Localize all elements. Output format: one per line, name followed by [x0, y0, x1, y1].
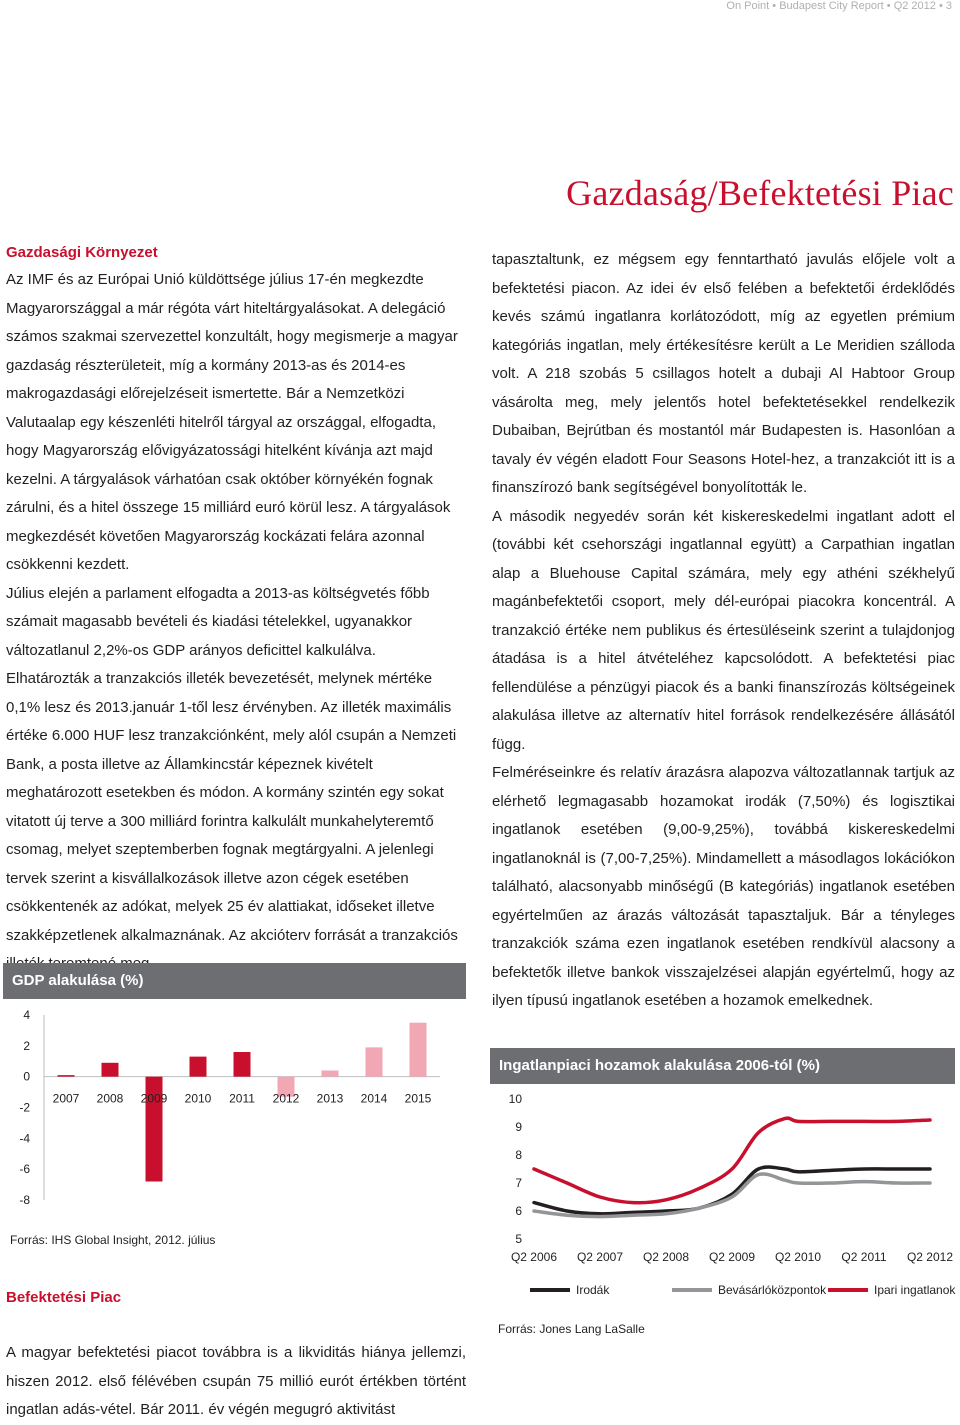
investment-market-body: A magyar befektetési piacot továbbra is a likviditás hiánya jellemzi, hiszen 2012. első félévében csupán 75 millió eurót értékben történt ingatlan adás-vétel. Bár 2011. év végén megugró aktivitást: [6, 1344, 466, 1418]
gdp-x-tick-label: 2015: [404, 1091, 432, 1106]
section-heading-economy: Gazdasági Környezet: [6, 244, 158, 261]
economy-paragraph-3: Elhatározták a tranzakciós illeték bevezetését, melynek mértéke 0,1% lesz és 2013.január 1-től lesz érvényben. Az illeték maximális értéke 6.000 HUF lesz tranzakciónként, mely alól csupán a Nemzeti Bank, a posta illetve az Államkincstár képeznek kivételt meghatározott esetekben és módon. A kormány szintén egy sokat vitatott új terve a 300 milliárd forintra kalkulált munkahelyteremtő csomag, melyet szeptemberben fognak megtárgyalni. A jelenlegi tervek szerint a kisvállalkozások illetve azon cégek esetében csökkentenék az adókat, melyek 25 év alattiakat, időseket illetve szakképzetlenek alkalmaznának. Az akcióterv forrását a tranzakciós: [6, 670, 458, 944]
yield-y-tick-label: 6: [515, 1204, 522, 1218]
yield-y-tick-label: 8: [515, 1148, 522, 1162]
yield-x-tick-label: Q2 2009: [708, 1250, 756, 1264]
running-header: On Point • Budapest City Report • Q2 2012 • 3: [726, 0, 952, 12]
yield-x-tick-label: Q2 2006: [510, 1250, 558, 1264]
gdp-bar: [102, 1063, 119, 1077]
yield-x-tick-label: Q2 2008: [642, 1250, 690, 1264]
gdp-chart-title: GDP alakulása (%): [3, 963, 466, 999]
yield-legend-label: Bevásárlóközpontok: [718, 1283, 827, 1297]
gdp-chart-source: Forrás: IHS Global Insight, 2012. július: [10, 1233, 216, 1247]
yield-legend-label: Irodák: [576, 1283, 610, 1297]
yield-x-tick-label: Q2 2010: [774, 1250, 822, 1264]
investment-body: [492, 246, 955, 1016]
yield-y-tick-label: 7: [515, 1176, 522, 1190]
gdp-y-tick-label: -2: [19, 1100, 30, 1115]
gdp-y-tick-label: 0: [23, 1069, 30, 1084]
yield-chart-title: Ingatlanpiaci hozamok alakulása 2006-tól (%): [490, 1048, 955, 1084]
gdp-x-tick-label: 2008: [96, 1091, 124, 1106]
section-heading-investment-market: Befektetési Piac: [6, 1289, 122, 1306]
economy-paragraph-1: Az IMF és az Európai Unió küldöttsége július 17-én megkezdte Magyarországgal a már régóta várt hiteltárgyalásokat. A delegáció számos szakmai szervezettel konzultált, hogy megismerje a magyar gazdaság részterületeit, míg a kormány 2013-as és 2014-es makrogazdasági előrejelzéseit ismertette. Bár a Nemzetközi Valutaalap egy készenléti hitelről tárgyal az országgal, elfogadta, hogy Magyarország elővigyázatossági hitelként kívánja azt majd kezelni. A tárgyalások várhatóan csak október környékén fognak zárulni, és a hitel összege 15 milliárd euró körül lesz. A tárgyalások megkezdését követően Magyarország kockázati felára azonnal csökkenni kezdett.: [6, 271, 458, 573]
gdp-y-tick-label: -4: [19, 1131, 30, 1146]
yield-x-tick-label: Q2 2011: [841, 1250, 887, 1264]
gdp-bar: [366, 1047, 383, 1076]
gdp-x-tick-label: 2010: [184, 1091, 212, 1106]
yield-chart: [490, 1085, 955, 1310]
yield-chart-source: Forrás: Jones Lang LaSalle: [498, 1322, 645, 1336]
gdp-bar: [410, 1023, 427, 1077]
yield-y-tick-label: 9: [515, 1120, 522, 1134]
investment-paragraph-1: tapasztaltunk, ez mégsem egy fenntartható javulás előjele volt a befektetési piacon. Az idei év első felében a befektetői érdeklődés kevés számú ingatlanra korlátozódott, míg az egyetlen prémium kategóriás ingatlan, mely értékesítésre került a Le Meridien szálloda volt. A 218 szobás 5 csillagos hotelt a dubaji Al Habtoor Group vásárolta meg, mely jelentős hotel befektetésekkel rendelkezik Dubaiban, Bejrútban és mostantól már Budapesten is. Hasonlóan a tavaly év végén eladott Four Seasons Hotel-hez, a tranzakciót itt is a finanszírozó bank segítségével bonyolították le.: [492, 251, 955, 496]
gdp-x-tick-label: 2013: [316, 1091, 344, 1106]
gdp-x-tick-label: 2011: [229, 1091, 255, 1106]
investment-paragraph-3: Felméréseinkre és relatív árazásra alapozva változatlannak tartjuk az elérhető legmagasabb hozamokat irodák (7,50%) és logisztikai ingatlanok esetében (9,00-9,25%), továbbá kiskereskedelmi ingatlanoknál is (7,00-7,25%). Mindamellett a másodlagos lokációkon található, alacsonyabb minőségű (B kategóriás) ingatlanok esetében egyértelműen az árazás változását tapasztaljuk. Bár a tényleges tranzakciók száma ezen ingatlanok esetében rendkívül alacsony a befektetők illetve bankok visszajelzései alapján egyértelmű, hogy az ilyen típusú ingatlanok esetében a hozamok emelkednek.: [492, 764, 955, 1009]
gdp-y-tick-label: 2: [23, 1038, 30, 1053]
gdp-x-tick-label: 2012: [272, 1091, 300, 1106]
gdp-bar: [58, 1075, 75, 1077]
gdp-x-tick-label: 2007: [52, 1091, 80, 1106]
yield-x-tick-label: Q2 2007: [576, 1250, 624, 1264]
gdp-x-tick-label: 2009: [140, 1091, 168, 1106]
gdp-y-tick-label: -8: [19, 1193, 30, 1207]
yield-legend-label: Ipari ingatlanok: [874, 1283, 956, 1297]
yield-y-tick-label: 5: [515, 1232, 522, 1246]
yield-series-line: [534, 1167, 930, 1214]
page-title: Gazdaság/Befektetési Piac: [566, 173, 954, 213]
gdp-y-tick-label: 4: [23, 1008, 30, 1022]
economy-paragraph-2: Július elején a parlament elfogadta a 2013-as költségvetés főbb számait magasabb bevételi és kiadási tételekkel, ugyanakkor változatlanul 2,2%-os GDP arányos deficittel kalkulálva.: [6, 584, 430, 659]
gdp-y-tick-label: -6: [19, 1162, 30, 1177]
gdp-bar: [190, 1057, 207, 1077]
yield-series-line: [534, 1118, 930, 1203]
gdp-bar: [234, 1052, 251, 1077]
gdp-chart: [0, 1000, 470, 1230]
gdp-bar: [322, 1071, 339, 1077]
gdp-x-tick-label: 2014: [360, 1091, 388, 1106]
economy-body: [6, 266, 466, 979]
yield-x-tick-label: Q2 2012: [906, 1250, 954, 1264]
investment-paragraph-2: A második negyedév során két kiskereskedelmi ingatlant adott el (további két csehországi ingatlannal együtt) a Carpathian ingatlan alap a Bluehouse Capital számára, mely egy athéni székhelyű magánbefektetői csoport, mely dél-európai piacokra koncentrál. A tranzakció értéke nem publikus és értesüléseink szerint a tulajdonjog átadása is a hitel átvételéhez kapcsolódott. A befektetési piac fellendülése a pénzügyi piacok és a banki finanszírozás költségeinek alakulása illetve az alternatív hitel források rendelkezésére állásától függ.: [492, 507, 955, 753]
yield-y-tick-label: 10: [508, 1092, 522, 1106]
